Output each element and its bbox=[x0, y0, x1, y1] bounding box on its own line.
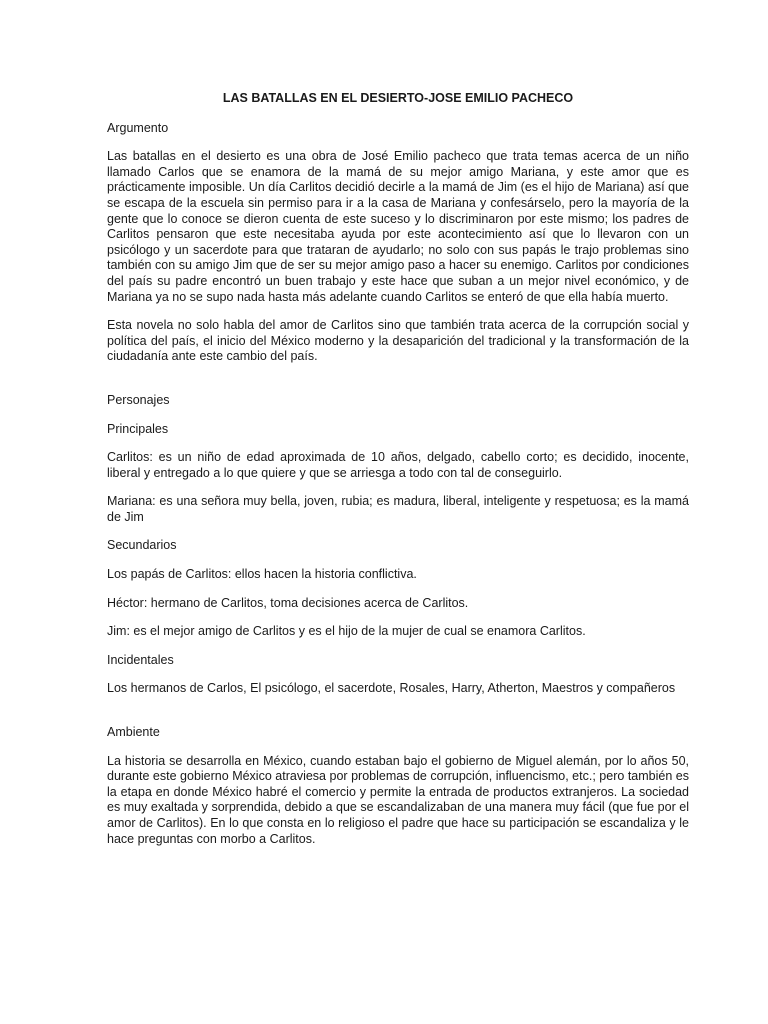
spacer bbox=[107, 136, 689, 149]
spacer bbox=[107, 365, 689, 393]
spacer bbox=[107, 437, 689, 450]
document-title: LAS BATALLAS EN EL DESIERTO-JOSE EMILIO PACHECO bbox=[222, 91, 574, 105]
spacer bbox=[107, 107, 689, 121]
spacer bbox=[107, 611, 689, 624]
incidentales-heading: Incidentales bbox=[107, 652, 174, 667]
personajes-heading: Personajes bbox=[107, 392, 170, 407]
ambiente-paragraph-1: La historia se desarrolla en México, cuando estaban bajo el gobierno de Miguel alemán, por lo años 50, durante este gobierno México atraviesa por problemas de corrupción, influencismo, etc.; pero también es la etapa en donde México habré el comercio y permite la entrada de productos extranjeros. La sociedad es muy exaltada y sorprendida, debido a que se escandalizaban de una manera muy fácil (que fue por el amor de Carlitos). En lo que consta en lo religioso el padre que hace su participación se escandaliza y le hace preguntas con morbo a Carlitos. bbox=[107, 753, 689, 846]
incidentales-description: Los hermanos de Carlos, El psicólogo, el sacerdote, Rosales, Harry, Atherton, Maestros y compañeros bbox=[107, 681, 676, 696]
spacer bbox=[107, 668, 689, 681]
spacer bbox=[107, 554, 689, 567]
spacer bbox=[107, 409, 689, 422]
document-page bbox=[107, 88, 689, 847]
spacer bbox=[107, 481, 689, 494]
spacer bbox=[107, 305, 689, 318]
spacer bbox=[107, 697, 689, 725]
carlitos-description: Carlitos: es un niño de edad aproximada de 10 años, delgado, cabello corto; es decidido, inocente, liberal y entregado a lo que quiere y que se arriesga a todo con tal de conseguirlo. bbox=[107, 450, 689, 480]
argumento-paragraph-1: Las batallas en el desierto es una obra de José Emilio pacheco que trata temas acerca de un niño llamado Carlos que se enamora de la mamá de su mejor amigo Mariana, y este amor que es prácticamente imposible. Un día Carlitos decidió decirle a la mamá de Jim (es el hijo de Mariana) así que se escapa de la escuela sin permiso para ir a la casa de Mariana y confesárselo, pero la mayoría de la gente que lo conoce se dieron cuenta de este suceso y lo discriminaron por este mismo; los padres de Carlitos pensaron que este necesitaba ayuda por este acontecimiento así que lo llevaron con un psicólogo y un sacerdote para que trataran de ayudarlo; no solo con sus papás le trajo problemas sino también con su amigo Jim que de ser su mejor amigo paso a hacer su enemigo. Carlitos por condiciones del país su padre encontró un buen trabajo y este hace que suban a un mejor nivel económico, y de Mariana ya no se supo nada hasta más adelante cuando Carlitos se enteró de que ella había muerto. bbox=[107, 149, 689, 304]
hector-description: Héctor: hermano de Carlitos, toma decisiones acerca de Carlitos. bbox=[107, 595, 469, 610]
spacer bbox=[107, 525, 689, 538]
spacer bbox=[107, 583, 689, 596]
papas-description: Los papás de Carlitos: ellos hacen la historia conflictiva. bbox=[107, 567, 417, 582]
mariana-description: Mariana: es una señora muy bella, joven, rubia; es madura, liberal, inteligente y respetuosa; es la mamá de Jim bbox=[107, 494, 689, 524]
argumento-heading: Argumento bbox=[107, 120, 169, 135]
principales-heading: Principales bbox=[107, 421, 169, 436]
secundarios-heading: Secundarios bbox=[107, 538, 177, 553]
jim-description: Jim: es el mejor amigo de Carlitos y es el hijo de la mujer de cual se enamora Carlitos. bbox=[107, 624, 586, 639]
spacer bbox=[107, 640, 689, 653]
argumento-paragraph-2: Esta novela no solo habla del amor de Carlitos sino que también trata acerca de la corrupción social y política del país, el inicio del México moderno y la desaparición del tradicional y la transformación de la ciudadanía ante este cambio del país. bbox=[107, 318, 689, 364]
ambiente-heading: Ambiente bbox=[107, 725, 160, 740]
spacer bbox=[107, 741, 689, 754]
